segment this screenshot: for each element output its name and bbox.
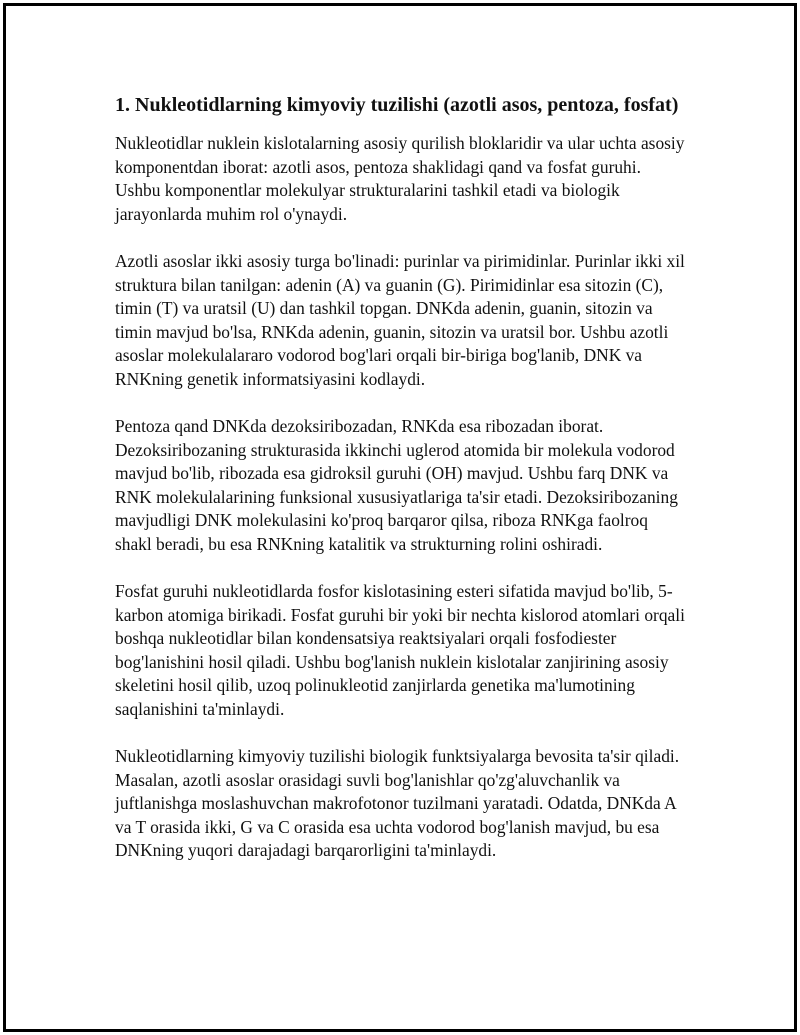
document-body — [115, 90, 685, 887]
paragraph-biological-function: Nukleotidlarning kimyoviy tuzilishi biologik funktsiyalarga bevosita ta'sir qiladi. Masalan, azotli asoslar orasidagi suvli bog'lanishlar qo'zg'aluvchanlik va juftlanishga moslashuvchan makrofotonor tuzilmani yaratadi. Odatda, DNKda A va T orasida ikki, G va C orasida esa uchta vodorod bog'lanish mavjud, bu esa DNKning yuqori darajadagi barqarorligini ta'minlaydi. — [115, 746, 680, 860]
paragraph-pentose-sugar: Pentoza qand DNKda dezoksiribozadan, RNKda esa ribozadan iborat. Dezoksiribozaning strukturasida ikkinchi uglerod atomida bir molekula vodorod mavjud bo'lib, ribozada esa gidroksil guruhi (OH) mavjud. Ushbu farq DNK va RNK molekulalarining funksional xususiyatlariga ta'sir etadi. Dezoksiribozaning mavjudligi DNK molekulasini ko'proq barqaror qilsa, riboza RNKga faolroq shakl beradi, bu esa RNKning katalitik va strukturning rolini oshiradi. — [115, 416, 678, 554]
paragraph-intro: Nukleotidlar nuklein kislotalarning asosiy qurilish bloklaridir va ular uchta asosiy komponentdan iborat: azotli asos, pentoza shaklidagi qand va fosfat guruhi. Ushbu komponentlar molekulyar strukturalarini tashkil etadi va biologik jarayonlarda muhim rol o'ynaydi. — [115, 133, 685, 224]
section-heading: 1. Nukleotidlarning kimyoviy tuzilishi (azotli asos, pentoza, fosfat) — [115, 94, 679, 116]
paragraph-nitrogenous-bases: Azotli asoslar ikki asosiy turga bo'linadi: purinlar va pirimidinlar. Purinlar ikki xil struktura bilan tanilgan: adenin (A) va guanin (G). Pirimidinlar esa sitozin (C), timin (T) va uratsil (U) dan tashkil topgan. DNKda adenin, guanin, sitozin va timin mavjud bo'lsa, RNKda adenin, guanin, sitozin va uratsil bor. Ushbu azotli asoslar molekulalararo vodorod bog'lari orqali bir-biriga bog'lanib, DNK va RNKning genetik informatsiyasini kodlaydi. — [115, 251, 685, 389]
paragraph-phosphate-group: Fosfat guruhi nukleotidlarda fosfor kislotasining esteri sifatida mavjud bo'lib, 5-karbon atomiga birikadi. Fosfat guruhi bir yoki bir nechta kislorod atomlari orqali boshqa nukleotidlar bilan kondensatsiya reaktsiyalari orqali fosfodiester bog'lanishini hosil qiladi. Ushbu bog'lanish nuklein kislotalar zanjirining asosiy skeletini hosil qilib, uzoq polinukleotid zanjirlarda genetika ma'lumotining saqlanishini ta'minlaydi. — [115, 581, 685, 719]
